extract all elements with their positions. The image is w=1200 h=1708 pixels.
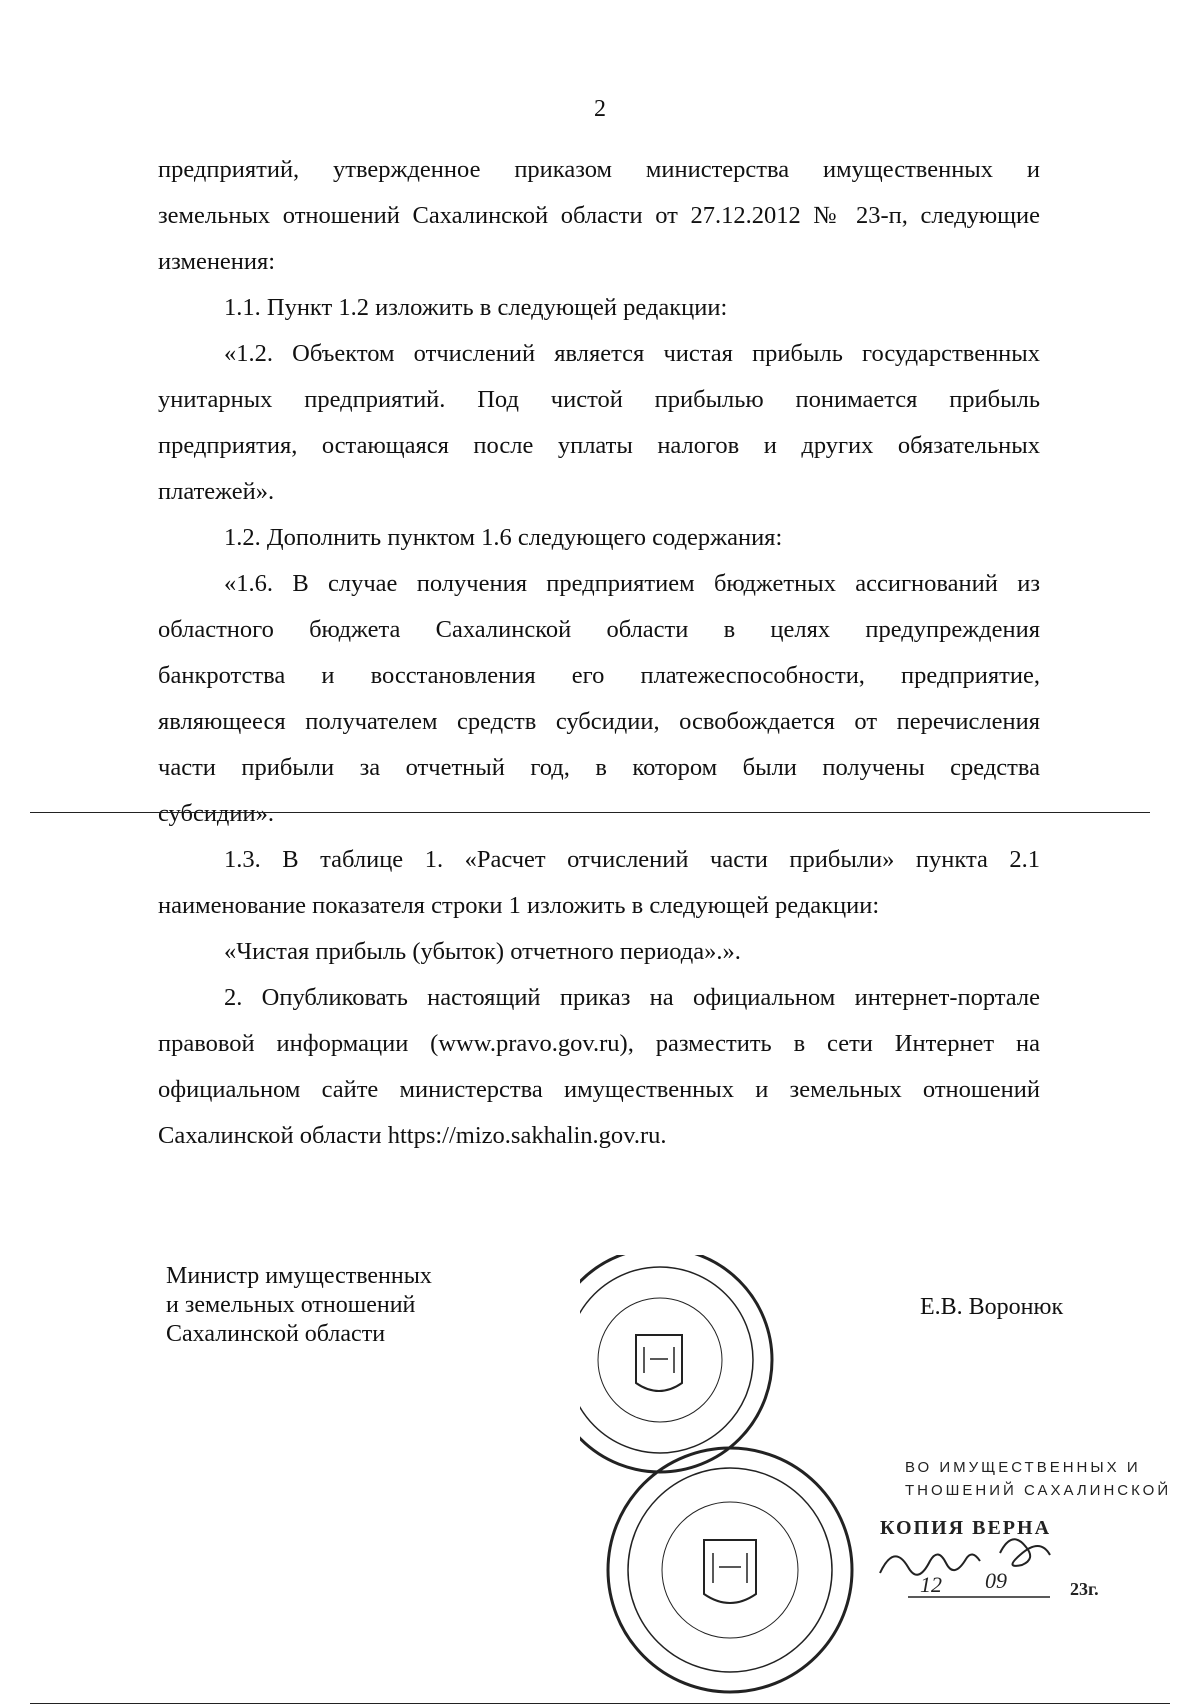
handwritten-signature [880, 1539, 1050, 1574]
official-seal-stamp [580, 1255, 1200, 1705]
paragraph-line: субсидии». [158, 800, 274, 827]
round-seal-2 [608, 1448, 852, 1692]
document-body [158, 147, 1040, 1159]
paragraph-line: унитарных предприятий. Под чистой прибылью понимается прибыль [158, 386, 1040, 413]
stamp-date-year: 23г. [1070, 1579, 1099, 1599]
paragraph-line: платежей». [158, 478, 275, 505]
paragraph-line: предприятий, утвержденное приказом министерства имущественных и [158, 156, 1040, 183]
stamp-date-day: 12 [920, 1572, 942, 1597]
signatory-title [166, 1262, 432, 1349]
paragraph-line: земельных отношений Сахалинской области от 27.12.2012 № 23-п, следующие [158, 202, 1040, 229]
paragraph-line: части прибыли за отчетный год, в котором были получены средства [158, 754, 1040, 781]
paragraph-line: официальном сайте министерства имущественных и земельных отношений [158, 1076, 1040, 1103]
paragraph-line: «Чистая прибыль (убыток) отчетного периода».». [224, 938, 741, 965]
paragraph-line: Сахалинской области https://mizo.sakhalin.gov.ru. [158, 1122, 667, 1149]
page-number: 2 [594, 96, 606, 122]
paragraph-line: наименование показателя строки 1 изложить в следующей редакции: [158, 892, 880, 919]
paragraph-line: предприятия, остающаяся после уплаты налогов и других обязательных [158, 432, 1040, 459]
signatory-name: Е.В. Воронюк [920, 1294, 1064, 1320]
stamp-line-2: ТНОШЕНИЙ САХАЛИНСКОЙ [905, 1482, 1172, 1499]
paragraph-line: «1.6. В случае получения предприятием бюджетных ассигнований из [224, 570, 1040, 597]
paragraph-line: являющееся получателем средств субсидии, освобождается от перечисления [158, 708, 1040, 735]
paragraph-line: областного бюджета Сахалинской области в целях предупреждения [158, 616, 1040, 643]
stamp-date-month: 09 [985, 1568, 1007, 1593]
round-seal-1 [580, 1255, 772, 1472]
signatory-title-line: и земельных отношений [166, 1292, 416, 1318]
paragraph-line: 1.2. Дополнить пунктом 1.6 следующего содержания: [224, 524, 783, 551]
paragraph-line: 1.3. В таблице 1. «Расчет отчислений части прибыли» пункта 2.1 [224, 846, 1040, 873]
signatory-title-line: Сахалинской области [166, 1321, 386, 1347]
paragraph-line: изменения: [158, 248, 276, 275]
paragraph-line: 2. Опубликовать настоящий приказ на официальном интернет-портале [224, 984, 1040, 1011]
paragraph-line: 1.1. Пункт 1.2 изложить в следующей редакции: [224, 294, 728, 321]
stamp-copy-certified: КОПИЯ ВЕРНА [880, 1517, 1052, 1539]
horizontal-rule [30, 812, 1150, 813]
stamp-line-1: ВО ИМУЩЕСТВЕННЫХ И [905, 1459, 1141, 1476]
signatory-title-line: Министр имущественных [166, 1263, 432, 1289]
paragraph-line: правовой информации (www.pravo.gov.ru), разместить в сети Интернет на [158, 1030, 1040, 1057]
bottom-border [30, 1703, 1170, 1704]
paragraph-line: «1.2. Объектом отчислений является чистая прибыль государственных [224, 340, 1040, 367]
paragraph-line: банкротства и восстановления его платежеспособности, предприятие, [158, 662, 1040, 689]
